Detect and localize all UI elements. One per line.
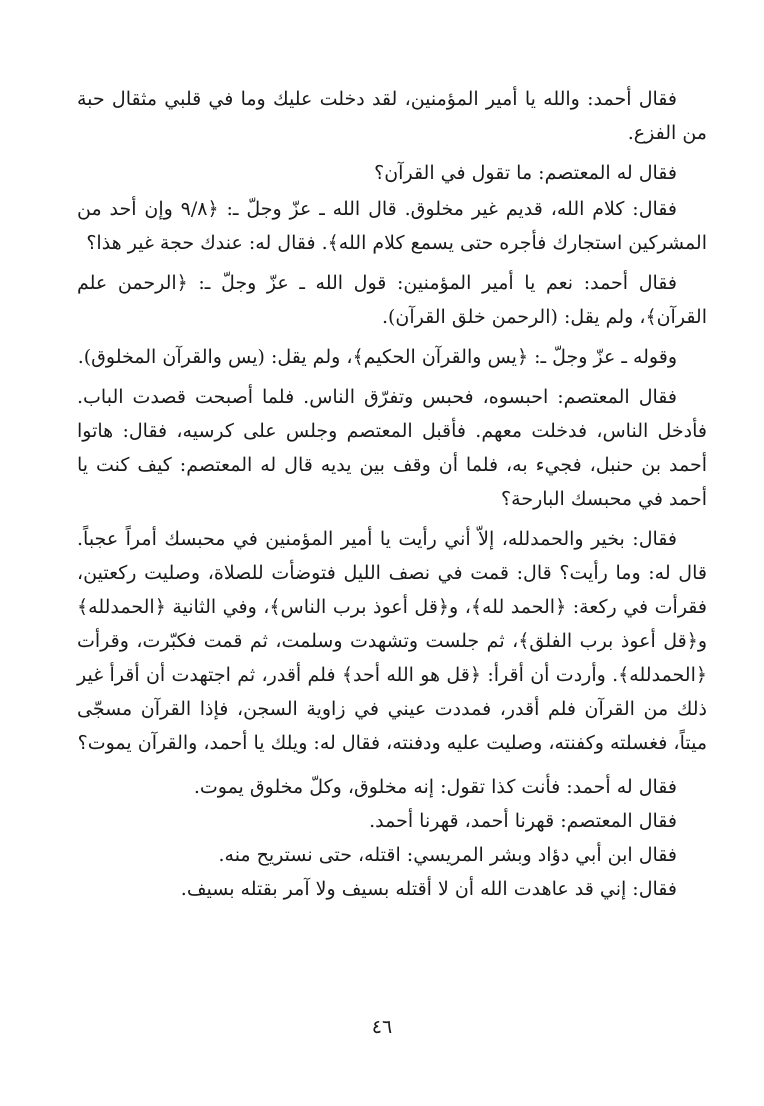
paragraph-3: فقال: كلام الله، قديم غير مخلوق. قال الله ـ عزّ وجلّ ـ: ﴿٩/٨ وإن أحد من المشركين استجارك فأجره حتى يسمع كلام الله﴾. فقال له: عندك حجة غير هذا؟ (77, 198, 707, 254)
paragraph-5: وقوله ـ عزّ وجلّ ـ: ﴿يس والقرآن الحكيم﴾، ولم يقل: (يس والقرآن المخلوق). (77, 346, 677, 368)
dialogue-line-1: فقال له أحمد: فأنت كذا تقول: إنه مخلوق، وكلّ مخلوق يموت. (193, 776, 677, 798)
dialogue-line-4: فقال: إني قد عاهدت الله أن لا أقتله بسيف ولا آمر بقتله بسيف. (180, 878, 677, 900)
dialogue-line-3: فقال ابن أبي دؤاد وبشر المريسي: اقتله، حتى نستريح منه. (218, 844, 677, 866)
paragraph-4: فقال أحمد: نعم يا أمير المؤمنين: قول الله ـ عزّ وجلّ ـ: ﴿الرحمن علم القرآن﴾، ولم يقل: (الرحمن خلق القرآن). (77, 272, 707, 328)
page-number: ٤٦ (371, 1016, 393, 1038)
dialogue-block (77, 770, 707, 906)
paragraph-6: فقال المعتصم: احبسوه، فحبس وتفرّق الناس. فلما أصبحت قصدت الباب. فأدخل الناس، فدخلت معهم. فأقبل المعتصم وجلس على كرسيه، فقال: هاتوا أحمد بن حنبل، فجيء به، فلما أن وقف بين يديه قال له المعتصم: كيف كنت يا أحمد في محبسك البارحة؟ (77, 386, 707, 510)
paragraph-1: فقال أحمد: والله يا أمير المؤمنين، لقد دخلت عليك وما في قلبي مثقال حبة من الفزع. (77, 88, 707, 144)
dialogue-line-2: فقال المعتصم: قهرنا أحمد، قهرنا أحمد. (369, 810, 677, 832)
paragraph-2: فقال له المعتصم: ما تقول في القرآن؟ (374, 162, 677, 184)
main-text (77, 82, 707, 906)
paragraph-7: فقال: بخير والحمدلله، إلاّ أني رأيت يا أمير المؤمنين في محبسك أمراً عجباً. قال له: وما رأيت؟ قال: قمت في نصف الليل فتوضأت للصلاة، وصليت ركعتين، فقرأت في ركعة: ﴿الحمد لله﴾، و﴿قل أعوذ برب الناس﴾، وفي الثانية ﴿الحمدلله﴾ و﴿قل أعوذ برب الفلق﴾، ثم جلست وتشهدت وسلمت، ثم قمت فكبّرت، وقرأت ﴿الحمدلله﴾. وأردت أن أقرأ: ﴿قل هو الله أحد﴾ فلم أقدر، ثم اجتهدت أن أقرأ غير ذلك من القرآن فلم أقدر، فمددت عيني في زاوية السجن، فإذا القرآن مسجّى ميتاً، فغسلته وكفنته، وصليت عليه ودفنته، فقال له: ويلك يا أحمد، والقرآن يموت؟ (77, 528, 707, 754)
